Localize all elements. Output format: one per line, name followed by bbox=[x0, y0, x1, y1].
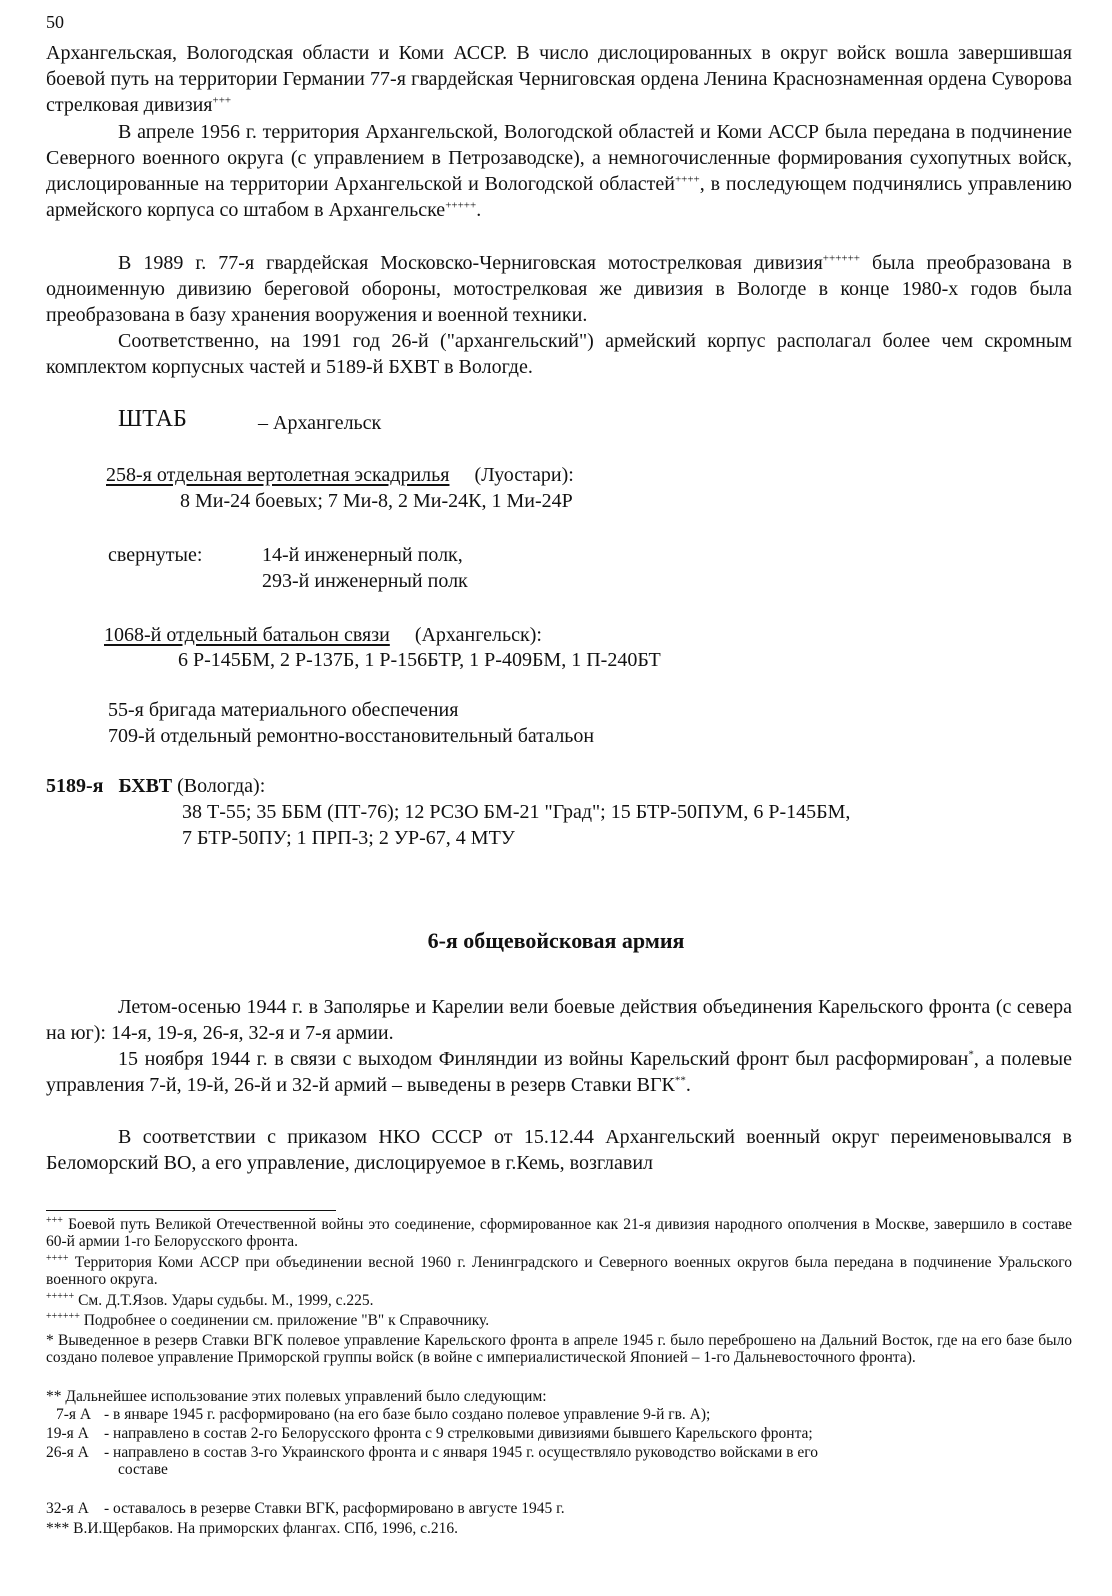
brigade: 55-я бригада материального обеспечения bbox=[108, 699, 459, 721]
paragraph-intro-2: В апреле 1956 г. территория Архангельской, Вологодской областей и Коми АССР была передана в подчинение Северного военного округа (с управлением в Петрозаводске), а немногочисленные формирования сухопутных войск, дислоцированные на территории Архангельской и Вологодской областей++++, в последующем подчинялись управлению армейского корпуса со штабом в Архангельске+++++. bbox=[46, 121, 1073, 221]
army-text-cont: составе bbox=[118, 1461, 168, 1478]
army-label: 26-я А bbox=[46, 1444, 89, 1461]
text: была преобразована в одноименную дивизию береговой обороны, мотострелковая же дивизия в Вологде в конце 1980-х годов была преобразована в базу хранения вооружения и военной техники. bbox=[46, 252, 1072, 326]
text: Летом-осенью 1944 г. в Заполярье и Карелии вели боевые действия объединения Карельского фронта (с севера на юг): 14-я, 19-я, 26-я, 32-я и 7-я армии. bbox=[46, 996, 1072, 1044]
army-text: - в январе 1945 г. расформировано (на его базе было создано полевое управление 9-й гв. А); bbox=[104, 1406, 711, 1423]
footnote-6 bbox=[46, 1388, 1072, 1405]
paragraph-section-2 bbox=[46, 1046, 1072, 1098]
footnote-mark: ** bbox=[46, 1388, 62, 1405]
army-text: - оставалось в резерве Ставки ВГК, расформировано в августе 1945 г. bbox=[104, 1500, 565, 1517]
paragraph-section-1 bbox=[46, 994, 1072, 1046]
base-line bbox=[46, 773, 265, 799]
paragraph-section-3 bbox=[46, 1124, 1072, 1176]
signal-equipment: 6 Р-145БМ, 2 Р-137Б, 1 Р-156БТР, 1 Р-409БМ, 1 П-240БТ bbox=[178, 649, 661, 671]
army-note-32 bbox=[46, 1500, 1072, 1517]
footnote-4 bbox=[46, 1312, 1072, 1329]
text: 15 ноября 1944 г. в связи с выходом Финляндии из войны Карельский фронт был расформирован bbox=[118, 1048, 969, 1070]
army-note-19 bbox=[46, 1425, 1072, 1442]
signal-line bbox=[104, 622, 542, 648]
footnote-mark: +++++ bbox=[46, 1290, 75, 1302]
footnote-text: См. Д.Т.Язов. Удары судьбы. М., 1999, с.225. bbox=[78, 1292, 374, 1309]
paragraph-intro-3 bbox=[46, 250, 1072, 328]
base-number: 5189-я bbox=[46, 775, 104, 797]
squadron-equipment: 8 Ми-24 боевых; 7 Ми-8, 2 Ми-24К, 1 Ми-24Р bbox=[180, 490, 573, 512]
army-label: 7-я А bbox=[56, 1406, 92, 1423]
footnote-text: Подробнее о соединении см. приложение "В" к Справочнику. bbox=[83, 1312, 490, 1329]
army-label: 32-я А bbox=[46, 1500, 89, 1517]
footnote-mark: +++ bbox=[46, 1214, 63, 1226]
text: В соответствии с приказом НКО СССР от 15.12.44 Архангельский военный округ переименовывался в Беломорский ВО, а его управление, дислоцируемое в г.Кемь, возглавил bbox=[46, 1126, 1072, 1174]
text: , а полевые управления 7-й, 19-й, 26-й и 32-й армий – выведены в резерв Ставки ВГК bbox=[46, 1048, 1072, 1096]
base-equipment-1: 38 Т-55; 35 ББМ (ПТ-76); 12 РСЗО БМ-21 "Град"; 15 БТР-50ПУМ, 6 Р-145БМ, bbox=[182, 801, 851, 823]
footnote-mark: ++++++ bbox=[822, 252, 861, 265]
base-equipment-2: 7 БТР-50ПУ; 1 ПРП-3; 2 УР-67, 4 МТУ bbox=[182, 827, 515, 849]
footnote-3 bbox=[46, 1292, 1072, 1309]
footnote-text: Территория Коми АССР при объединении весной 1960 г. Ленинградского и Северного военных округов была передана в подчинение Уральского военного округа. bbox=[46, 1254, 1073, 1288]
text: , в последующем подчинялись управлению армейского корпуса со штабом в Архангельске bbox=[46, 173, 1073, 221]
army-text: - направлено в состав 3-го Украинского фронта и с января 1945 г. осуществляло руководство войсками в его bbox=[104, 1444, 818, 1461]
folded-unit-2: 293-й инженерный полк bbox=[262, 570, 468, 592]
army-label: 19-я А bbox=[46, 1425, 89, 1442]
footnote-mark: *** bbox=[46, 1520, 70, 1537]
footnote-separator bbox=[46, 1210, 336, 1211]
footnote-mark: * bbox=[968, 1048, 974, 1061]
footnote-1 bbox=[46, 1216, 1072, 1250]
text: Архангельская, Вологодская области и Коми АССР. В число дислоцированных в округ войск вошла завершившая боевой путь на территории Германии 77-я гвардейская Черниговская ордена Ленина Краснознаменная ордена Суворова стрелковая дивизия bbox=[46, 42, 1072, 116]
footnote-5 bbox=[46, 1332, 1072, 1366]
base-abbr: БХВТ bbox=[118, 775, 173, 797]
footnote-mark: ++++++ bbox=[46, 1310, 80, 1322]
paragraph-intro-4 bbox=[46, 328, 1072, 380]
squadron-line bbox=[106, 462, 574, 488]
footnote-text: Боевой путь Великой Отечественной войны это соединение, сформированное как 21-я дивизия народного ополчения в Москве, завершило в составе 60-й армии 1-го Белорусского фронта. bbox=[46, 1216, 1073, 1250]
footnote-mark: ++++ bbox=[674, 173, 700, 186]
signal-name: 1068-й отдельный батальон связи bbox=[104, 624, 390, 646]
folded-label: свернутые: bbox=[108, 544, 203, 566]
section-heading: 6-я общевойсковая армия bbox=[427, 928, 685, 953]
army-note-26 bbox=[46, 1444, 1072, 1478]
page-number: 50 bbox=[46, 12, 64, 32]
footnote-mark: +++ bbox=[212, 94, 232, 107]
footnote-text: Дальнейшее использование этих полевых управлений было следующим: bbox=[65, 1388, 547, 1405]
hq-label: ШТАБ bbox=[118, 406, 187, 432]
folded-unit-1: 14-й инженерный полк, bbox=[262, 544, 463, 566]
footnote-mark: * bbox=[46, 1332, 54, 1349]
battalion: 709-й отдельный ремонтно-восстановительный батальон bbox=[108, 725, 595, 747]
footnote-2 bbox=[46, 1254, 1072, 1288]
footnote-7 bbox=[46, 1520, 1072, 1537]
text: В 1989 г. 77-я гвардейская Московско-Черниговская мотострелковая дивизия bbox=[118, 252, 823, 274]
footnote-mark: ** bbox=[674, 1074, 686, 1087]
army-text: - направлено в состав 2-го Белорусского фронта с 9 стрелковыми дивизиями бывшего Карельского фронта; bbox=[104, 1425, 813, 1442]
footnote-text: В.И.Щербаков. На приморских флангах. СПб, 1996, с.216. bbox=[73, 1520, 459, 1537]
text: Соответственно, на 1991 год 26-й ("архангельский") армейский корпус располагал более чем скромным комплектом корпусных частей и 5189-й БХВТ в Вологде. bbox=[46, 330, 1072, 378]
paragraph-intro-1 bbox=[46, 40, 1072, 118]
footnote-text: Выведенное в резерв Ставки ВГК полевое управление Карельского фронта в апреле 1945 г. было переброшено на Дальний Восток, где на его базе было создано полевое управление Приморской группы войск (в войне с империалистической Японией – 1-го Дальневосточного фронта). bbox=[46, 1332, 1072, 1366]
squadron-location: (Луостари): bbox=[474, 464, 574, 486]
footnote-mark: +++++ bbox=[445, 199, 477, 212]
squadron-name: 258-я отдельная вертолетная эскадрилья bbox=[106, 464, 450, 486]
footnote-mark: ++++ bbox=[46, 1252, 69, 1264]
army-note-7 bbox=[46, 1406, 1072, 1423]
hq-location: – Архангельск bbox=[258, 412, 382, 434]
base-location: (Вологда): bbox=[172, 775, 266, 797]
text: . bbox=[685, 1074, 691, 1096]
signal-location: (Архангельск): bbox=[414, 624, 542, 646]
text: В апреле 1956 г. территория Архангельской, Вологодской областей и Коми АССР была передана в подчинение Северного военного округа (с управлением в Петрозаводске), а немногочисленные формирования сухопутных войск, дислоцированные на территории Архангельской и Вологодской областей bbox=[46, 121, 1072, 195]
